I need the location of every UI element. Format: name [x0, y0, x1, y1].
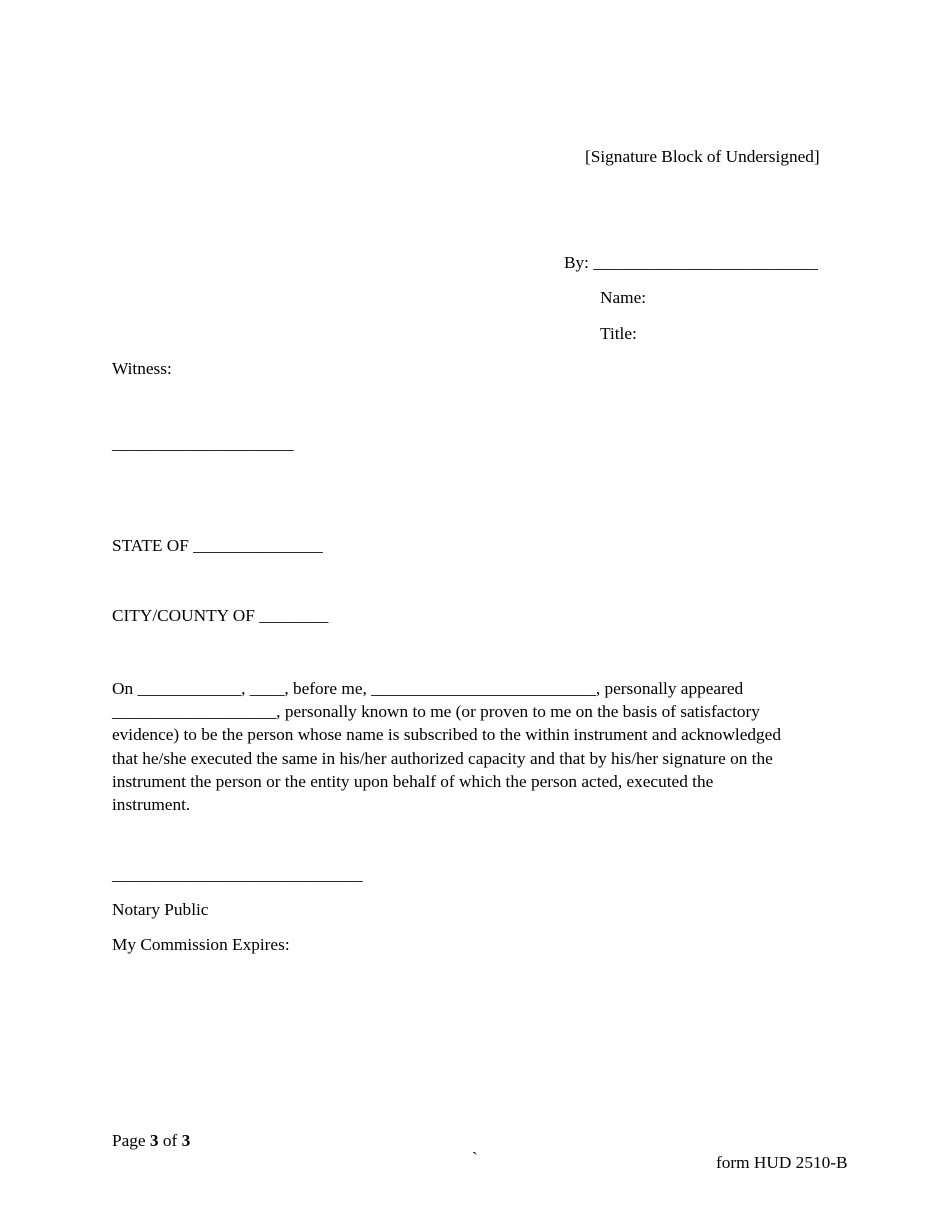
witness-signature-line: _____________________ — [112, 434, 294, 453]
page-mid: of — [158, 1131, 182, 1150]
by-signature-line: By: __________________________ — [564, 253, 818, 272]
page-total: 3 — [181, 1131, 191, 1150]
commission-expires-label: My Commission Expires: — [112, 935, 290, 954]
city-county-of-line: CITY/COUNTY OF ________ — [112, 606, 329, 625]
acknowledgment-line: instrument the person or the entity upon behalf of which the person acted, executed the — [112, 771, 714, 791]
title-label: Title: — [600, 324, 637, 343]
acknowledgment-line: instrument. — [112, 795, 191, 815]
acknowledgment-line: On ____________, ____, before me, __________________________, personally appeared — [112, 679, 744, 698]
form-identifier: form HUD 2510-B — [716, 1153, 848, 1172]
acknowledgment-line: that he/she executed the same in his/her authorized capacity and that by his/her signature on the — [112, 748, 773, 768]
signature-block-header: [Signature Block of Undersigned] — [585, 147, 820, 166]
acknowledgment-line: evidence) to be the person whose name is subscribed to the within instrument and acknowledged — [112, 725, 781, 745]
page-prefix: Page — [112, 1131, 150, 1150]
footer-center-mark: ` — [472, 1149, 478, 1168]
name-label: Name: — [600, 288, 647, 307]
acknowledgment-line: ___________________, personally known to me (or proven to me on the basis of satisfactory — [112, 702, 760, 722]
notary-signature-line: _____________________________ — [112, 865, 363, 884]
page-current: 3 — [149, 1131, 159, 1150]
page-number — [112, 1132, 190, 1149]
notary-public-label: Notary Public — [112, 900, 209, 919]
witness-label: Witness: — [112, 359, 172, 378]
state-of-line: STATE OF _______________ — [112, 536, 323, 555]
acknowledgment-paragraph — [112, 677, 842, 816]
